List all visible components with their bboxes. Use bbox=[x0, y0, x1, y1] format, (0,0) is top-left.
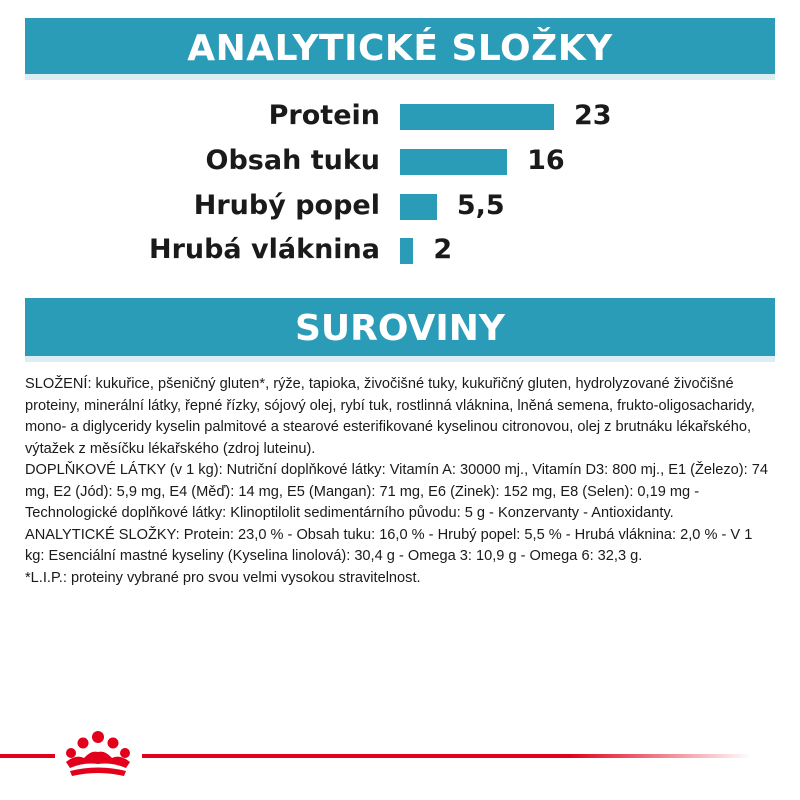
analysis-label: Obsah tuku bbox=[205, 145, 380, 176]
analysis-row bbox=[0, 234, 800, 274]
analysis-bar bbox=[400, 149, 507, 175]
ingredients-text bbox=[25, 374, 775, 589]
analysis-label: Hrubý popel bbox=[193, 190, 380, 221]
analysis-label: Protein bbox=[268, 100, 380, 131]
analysis-row bbox=[0, 100, 800, 140]
header-shadow bbox=[25, 74, 775, 80]
composition-paragraph: SLOŽENÍ: kukuřice, pšeničný gluten*, rýže, tapioka, živočišné tuky, kukuřičný gluten, hydrolyzované živočišné proteiny, minerální látky, řepné řízky, sójový olej, rybí tuk, rostlinná vláknina, lněná semena, frukto-oligosacharidy, mono- a diglyceridy kyselin palmitové a stearové esterifikované kyselinou citronovou, olej z brutnáku lékařského, výtažek z měsíčku lékařského (zdroj luteinu). bbox=[25, 376, 755, 457]
analysis-bar bbox=[400, 194, 437, 220]
footer-line-left bbox=[0, 754, 55, 758]
crown-icon bbox=[56, 728, 140, 780]
analysis-value: 23 bbox=[574, 100, 612, 131]
analysis-label: Hrubá vláknina bbox=[148, 234, 380, 265]
analytical-components-header bbox=[25, 18, 775, 74]
analysis-value: 2 bbox=[433, 234, 453, 265]
analytical-paragraph: ANALYTICKÉ SLOŽKY: Protein: 23,0 % - Obsah tuku: 16,0 % - Hrubý popel: 5,5 % - Hrubá vláknina: 2,0 % - V 1 kg: Esenciální mastné kyseliny (Kyselina linolová): 30,4 g - Omega 3: 10,9 g - Omega 6: 32,3 g. bbox=[25, 526, 753, 564]
analysis-value: 5,5 bbox=[456, 190, 505, 221]
analysis-row bbox=[0, 190, 800, 230]
header-shadow bbox=[25, 356, 775, 362]
ingredients-header bbox=[25, 298, 775, 356]
analysis-row bbox=[0, 145, 800, 185]
analysis-bar bbox=[400, 238, 413, 264]
footer-line-right bbox=[142, 754, 752, 758]
footnote-paragraph: *L.I.P.: proteiny vybrané pro svou velmi vysokou stravitelnost. bbox=[25, 569, 421, 586]
analytical-components-title: ANALYTICKÉ SLOŽKY bbox=[187, 28, 613, 69]
ingredients-title: SUROVINY bbox=[295, 308, 505, 349]
additives-paragraph: DOPLŇKOVÉ LÁTKY (v 1 kg): Nutriční doplňkové látky: Vitamín A: 30000 mj., Vitamín D3: 800 mj., E1 (Železo): 74 mg, E2 (Jód): 5,9 mg, E4 (Měď): 14 mg, E5 (Mangan): 71 mg, E6 (Zinek): 152 mg, E8 (Selen): 0,19 mg - Technologické doplňkové látky: Klinoptilolit sedimentárního původu: 5 g - Konzervanty - Antioxidanty. bbox=[25, 462, 768, 521]
analysis-value: 16 bbox=[527, 145, 565, 176]
analysis-bar bbox=[400, 104, 554, 130]
